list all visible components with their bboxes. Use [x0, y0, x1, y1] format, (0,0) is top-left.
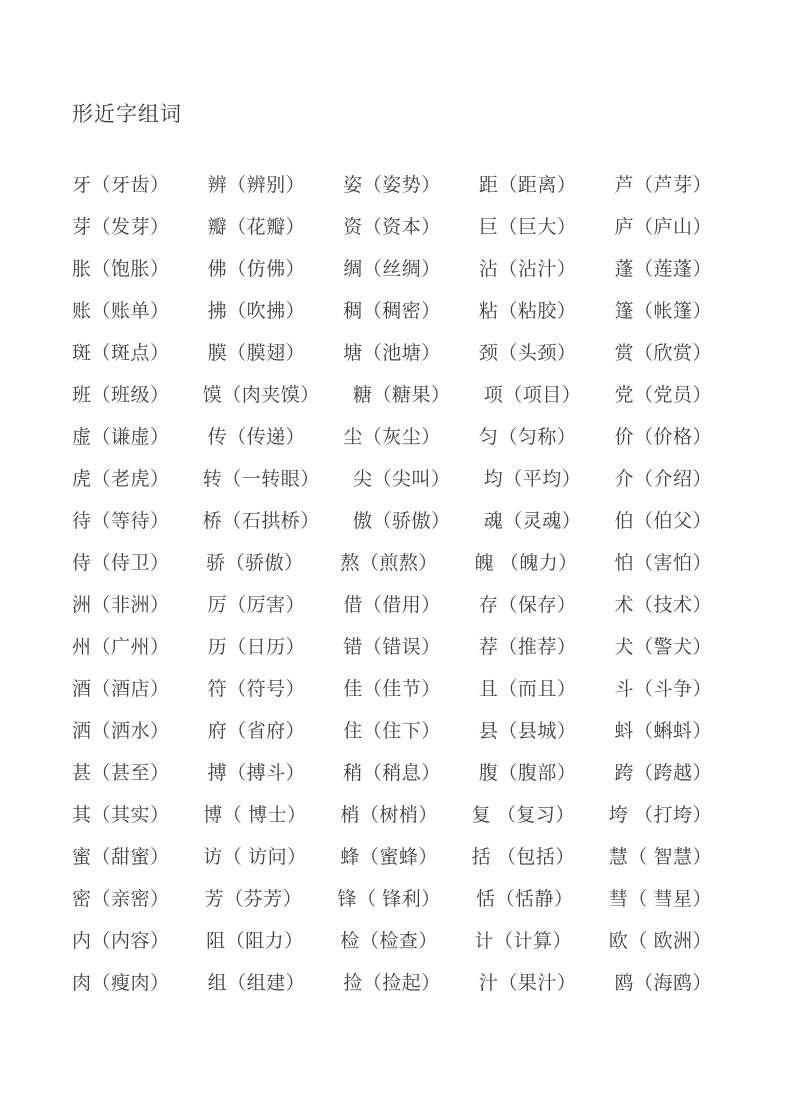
word-pair-row	[72, 498, 712, 540]
word-pair-cell: 距（距离）	[478, 174, 577, 196]
word-pair-cell: 辨（辨别）	[207, 174, 306, 196]
word-pair-cell: 怕（害怕）	[614, 552, 712, 574]
word-pair-row	[72, 456, 712, 498]
word-pair-cell: 价（价格）	[614, 426, 712, 448]
word-pair-cell: 荐（推荐）	[478, 636, 577, 658]
word-pair-cell: 内（内容）	[72, 930, 170, 952]
word-pair-cell: 博（ 博士）	[203, 804, 307, 826]
word-pair-row	[72, 834, 712, 876]
word-pair-cell: 胀（饱胀）	[72, 258, 170, 280]
word-pair-cell: 巨（巨大）	[478, 216, 577, 238]
word-pair-row	[72, 540, 712, 582]
word-pair-cell: 膜（膜翅）	[207, 342, 306, 364]
word-pair-row	[72, 372, 712, 414]
word-pair-cell: 转（一转眼）	[202, 468, 320, 490]
word-pair-row	[72, 708, 712, 750]
word-pair-cell: 密（亲密）	[72, 888, 170, 910]
word-pair-row	[72, 624, 712, 666]
word-pair-cell: 术（技术）	[614, 594, 712, 616]
word-pair-row	[72, 582, 712, 624]
word-pair-cell: 斗（斗争）	[614, 678, 712, 700]
word-pair-cell: 塘（池塘）	[343, 342, 441, 364]
word-pair-cell: 稠（稠密）	[343, 300, 441, 322]
word-pair-cell: 党（党员）	[614, 384, 712, 406]
word-pair-cell: 斑（斑点）	[72, 342, 170, 364]
word-pair-cell: 洒（洒水）	[72, 720, 170, 742]
word-pair-cell: 捡（捡起）	[343, 972, 441, 994]
word-pair-cell: 复 （复习）	[471, 804, 575, 826]
word-pair-cell: 佳（佳节）	[343, 678, 441, 700]
word-pair-cell: 蜂（蜜蜂）	[340, 846, 438, 868]
word-pair-cell: 庐（庐山）	[614, 216, 712, 238]
word-pair-cell: 府（省府）	[207, 720, 306, 742]
word-pair-cell: 瓣（花瓣）	[207, 216, 306, 238]
word-pair-cell: 姿（姿势）	[343, 174, 441, 196]
page-title: 形近字组词	[72, 103, 182, 126]
word-pair-row	[72, 288, 712, 330]
word-pair-row	[72, 960, 712, 1002]
word-pair-cell: 恬（恬静）	[475, 888, 574, 910]
word-pair-cell: 资（资本）	[343, 216, 441, 238]
word-pair-row	[72, 666, 712, 708]
word-pair-cell: 且（而且）	[478, 678, 577, 700]
word-pair-cell: 计（计算）	[474, 930, 573, 952]
word-pair-row	[72, 876, 712, 918]
word-pair-cell: 住（住下）	[343, 720, 441, 742]
word-pair-cell: 存（保存）	[478, 594, 577, 616]
word-pair-cell: 牙（牙齿）	[72, 174, 170, 196]
word-pair-row	[72, 792, 712, 834]
word-pair-cell: 符（符号）	[207, 678, 306, 700]
word-pair-cell: 沾（沾汁）	[478, 258, 577, 280]
word-pair-cell: 篷（帐篷）	[614, 300, 712, 322]
word-pair-cell: 佛（仿佛）	[207, 258, 306, 280]
word-pair-cell: 梢（树梢）	[340, 804, 438, 826]
word-pair-cell: 访（ 访问）	[203, 846, 307, 868]
word-pair-row	[72, 918, 712, 960]
word-pair-cell: 锋（ 锋利）	[337, 888, 441, 910]
word-pair-cell: 虎（老虎）	[72, 468, 170, 490]
word-pair-cell: 桥（石拱桥）	[202, 510, 320, 532]
word-pair-cell: 州（广州）	[72, 636, 170, 658]
word-pair-cell: 尖（尖叫）	[352, 468, 451, 490]
word-pair-cell: 犬（警犬）	[614, 636, 712, 658]
word-pair-cell: 项（项目）	[483, 384, 582, 406]
word-pair-cell: 括 （包括）	[471, 846, 575, 868]
word-pair-cell: 均（平均）	[483, 468, 582, 490]
word-pair-cell: 县（县城）	[478, 720, 577, 742]
word-pair-cell: 蚪（蝌蚪）	[614, 720, 712, 742]
word-pair-cell: 芽（发芽）	[72, 216, 170, 238]
word-pair-cell: 傲（骄傲）	[352, 510, 451, 532]
word-pair-cell: 待（等待）	[72, 510, 170, 532]
word-pair-cell: 蜜（甜蜜）	[72, 846, 170, 868]
word-pair-cell: 芳（芬芳）	[204, 888, 303, 910]
word-pair-row	[72, 246, 712, 288]
word-pair-row	[72, 750, 712, 792]
word-pair-row	[72, 414, 712, 456]
word-pair-cell: 彗（ 彗星）	[608, 888, 712, 910]
word-pair-cell: 稍（稍息）	[343, 762, 441, 784]
word-pair-cell: 馍（肉夹馍）	[202, 384, 320, 406]
word-pair-cell: 借（借用）	[343, 594, 441, 616]
word-pair-cell: 拂（吹拂）	[207, 300, 306, 322]
word-pair-cell: 蓬（莲蓬）	[614, 258, 712, 280]
word-pair-cell: 跨（跨越）	[614, 762, 712, 784]
word-pair-cell: 厉（厉害）	[207, 594, 306, 616]
word-pair-cell: 伯（伯父）	[614, 510, 712, 532]
word-pair-cell: 魂（灵魂）	[483, 510, 582, 532]
word-pair-cell: 糖（糖果）	[352, 384, 451, 406]
word-pair-cell: 赏（欣赏）	[614, 342, 712, 364]
word-pair-cell: 欧（ 欧洲）	[608, 930, 712, 952]
word-pair-cell: 账（账单）	[72, 300, 170, 322]
word-pair-cell: 检（检查）	[340, 930, 438, 952]
word-pair-cell: 魄 （魄力）	[474, 552, 578, 574]
word-pair-cell: 其（其实）	[72, 804, 170, 826]
word-pair-cell: 绸（丝绸）	[343, 258, 441, 280]
word-pair-cell: 洲（非洲）	[72, 594, 170, 616]
word-pair-row	[72, 204, 712, 246]
word-pair-cell: 芦（芦芽）	[614, 174, 712, 196]
word-pair-cell: 组（组建）	[207, 972, 306, 994]
word-pair-cell: 匀（匀称）	[478, 426, 577, 448]
word-pair-cell: 尘（灰尘）	[343, 426, 441, 448]
word-pair-cell: 历（日历）	[207, 636, 306, 658]
word-pair-cell: 阻（阻力）	[206, 930, 304, 952]
word-pair-row	[72, 330, 712, 372]
word-pair-cell: 汁（果汁）	[478, 972, 577, 994]
word-pair-cell: 骄（骄傲）	[206, 552, 304, 574]
word-pair-cell: 腹（腹部）	[478, 762, 577, 784]
word-pair-cell: 甚（甚至）	[72, 762, 170, 784]
word-pair-cell: 错（错误）	[343, 636, 441, 658]
document-content	[72, 102, 712, 1002]
word-pair-cell: 肉（瘦肉）	[72, 972, 170, 994]
word-pair-cell: 慧（ 智慧）	[608, 846, 712, 868]
word-pair-cell: 虚（谦虚）	[72, 426, 170, 448]
word-pair-cell: 搏（搏斗）	[207, 762, 306, 784]
word-pair-cell: 班（班级）	[72, 384, 170, 406]
word-pair-cell: 介（介绍）	[614, 468, 712, 490]
word-pair-cell: 颈（头颈）	[478, 342, 577, 364]
word-pair-cell: 鸥（海鸥）	[614, 972, 712, 994]
word-pair-cell: 粘（粘胶）	[478, 300, 577, 322]
word-pair-row	[72, 162, 712, 204]
word-pair-cell: 传（传递）	[207, 426, 306, 448]
word-pair-cell: 侍（侍卫）	[72, 552, 170, 574]
word-pair-rows	[72, 162, 712, 1002]
word-pair-cell: 熬（煎熬）	[340, 552, 438, 574]
word-pair-cell: 酒（酒店）	[72, 678, 170, 700]
word-pair-cell: 垮 （打垮）	[608, 804, 712, 826]
